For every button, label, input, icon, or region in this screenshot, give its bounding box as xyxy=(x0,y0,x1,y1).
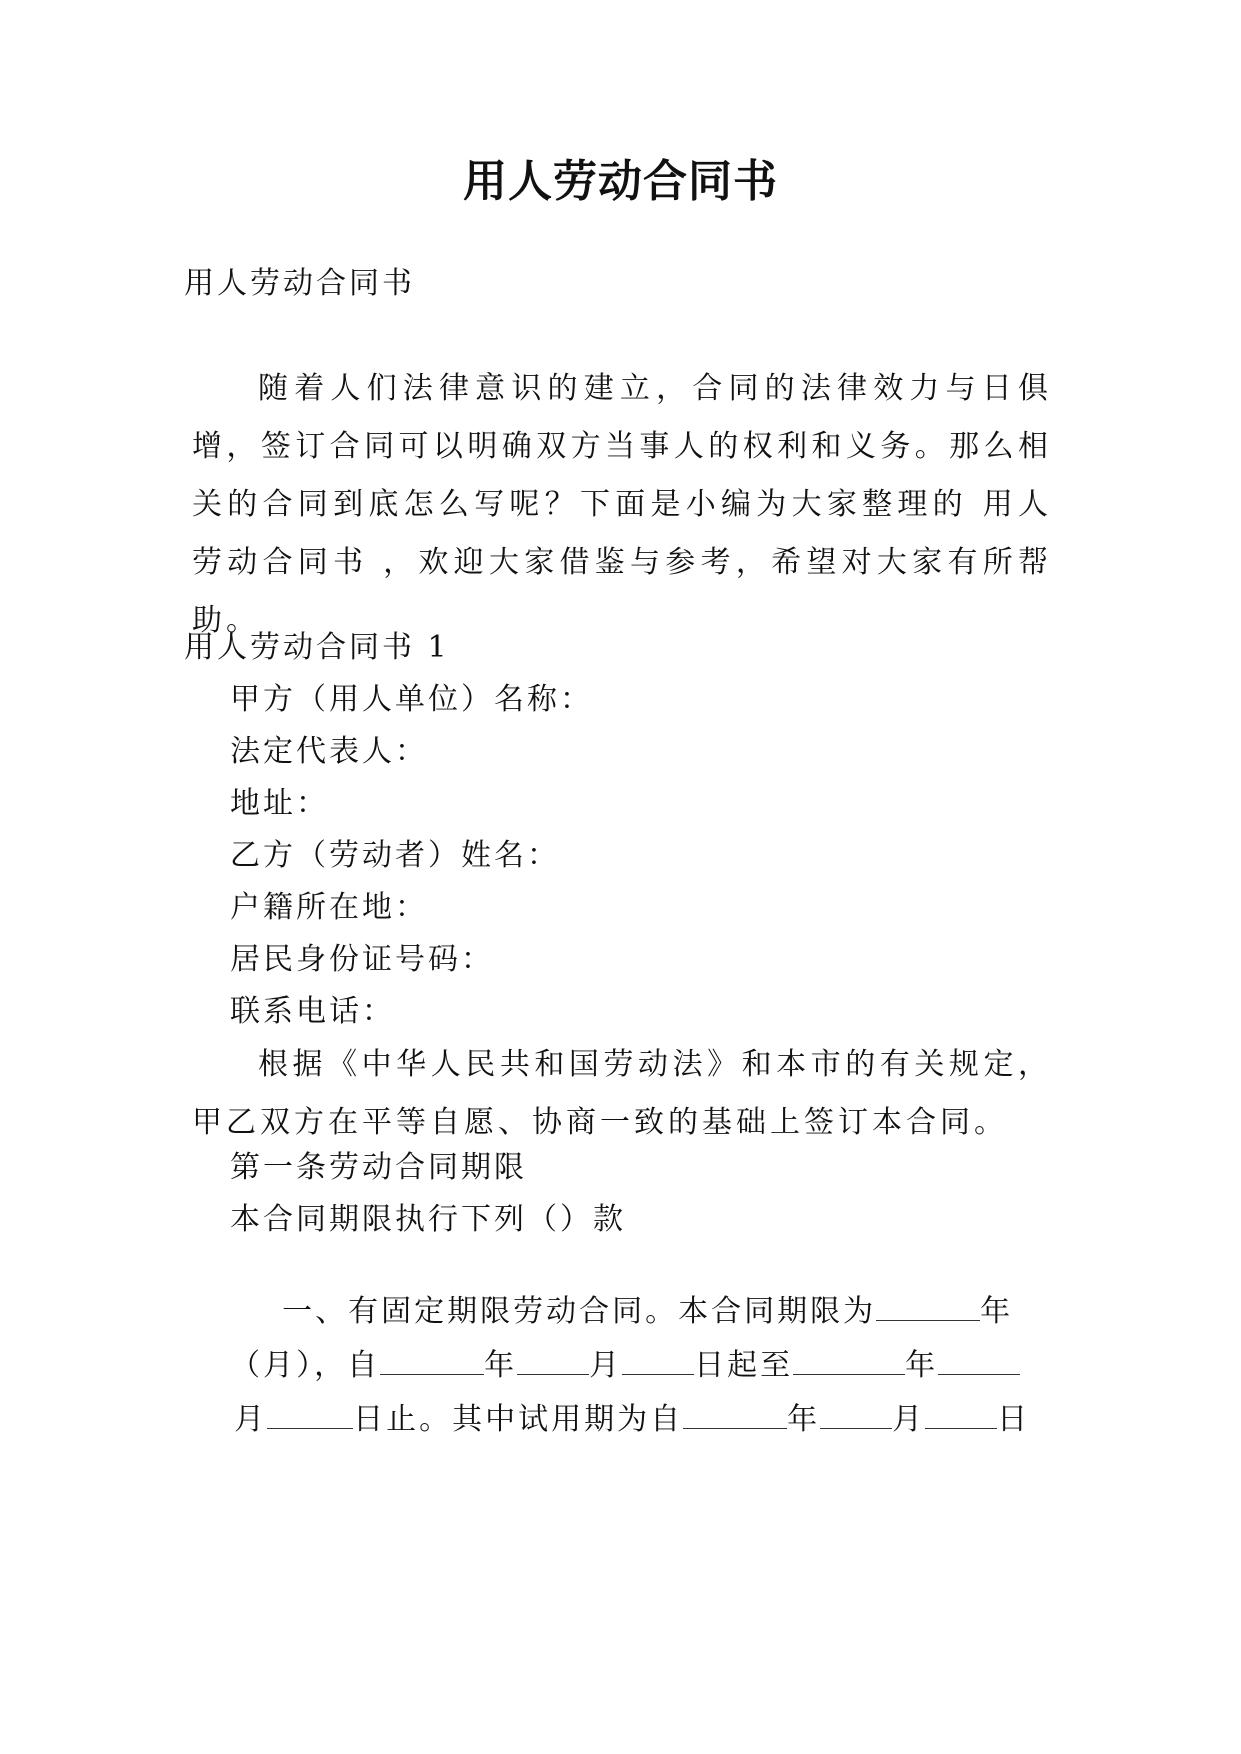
document-title: 用人劳动合同书 xyxy=(463,156,778,207)
article1-intro: 本合同期限执行下列（）款 xyxy=(230,1202,626,1237)
year-label: 年 xyxy=(980,1294,1014,1329)
day-label: 日 xyxy=(997,1402,1031,1437)
article1-title: 第一条劳动合同期限 xyxy=(230,1150,527,1185)
household-field: 户籍所在地： xyxy=(230,890,428,925)
year-label: 年 xyxy=(484,1348,518,1383)
clause1-text: 一、有固定期限劳动合同。本合同期限为 xyxy=(282,1294,877,1329)
month-label: 月 xyxy=(892,1402,926,1437)
blank-field xyxy=(683,1400,787,1429)
blank-field xyxy=(925,1400,997,1429)
intro-paragraph: 随着人们法律意识的建立，合同的法律效力与日俱增，签订合同可以明确双方当事人的权利和义务。那么相关的合同到底怎么写呢？下面是小编为大家整理的 用人劳动合同书 ，欢迎大家借鉴与参考，希望对大家有所帮助。 xyxy=(192,371,1052,638)
party-b-field: 乙方（劳动者）姓名： xyxy=(230,838,560,873)
legal-rep-field: 法定代表人： xyxy=(230,734,428,769)
month-label: 月 xyxy=(234,1402,268,1437)
document-subtitle: 用人劳动合同书 xyxy=(184,266,415,301)
blank-field xyxy=(267,1400,353,1429)
year-label: 年 xyxy=(905,1348,939,1383)
address-field: 地址： xyxy=(230,786,329,821)
day-from-label: 日起至 xyxy=(694,1348,794,1383)
id-number-field: 居民身份证号码： xyxy=(230,942,494,977)
phone-field: 联系电话： xyxy=(230,994,395,1029)
month-paren-label: （月），自 xyxy=(230,1348,381,1383)
month-label: 月 xyxy=(589,1348,623,1383)
day-end-label: 日止。其中试用期为自 xyxy=(353,1402,684,1437)
blank-field xyxy=(820,1400,892,1429)
party-a-field: 甲方（用人单位）名称： xyxy=(230,682,593,717)
clause1-line3 xyxy=(184,1360,1030,1480)
section-heading: 用人劳动合同书 1 xyxy=(184,630,450,665)
year-label: 年 xyxy=(787,1402,821,1437)
basis-paragraph: 根据《中华人民共和国劳动法》和本市的有关规定，甲乙双方在平等自愿、协商一致的基础上签订本合同。 xyxy=(192,1047,1052,1140)
